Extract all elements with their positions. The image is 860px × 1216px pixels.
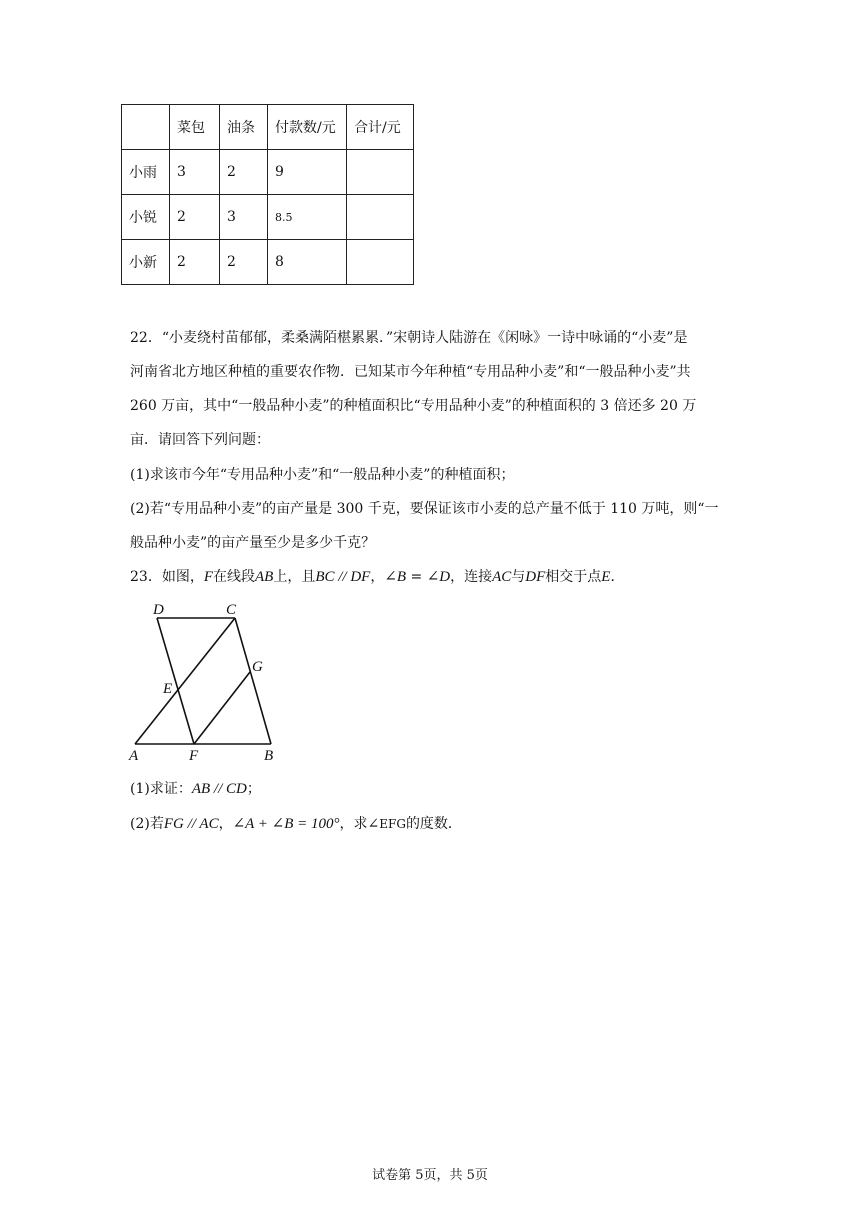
page-footer: 试卷第 5页，共 5页: [372, 1168, 488, 1183]
table-cell: 3: [170, 150, 220, 195]
label-B: B: [264, 748, 274, 764]
label-D: D: [153, 602, 164, 618]
table-cell: 小锐: [122, 195, 170, 240]
math-var: BC: [315, 569, 335, 585]
math-symbol: //: [334, 569, 351, 585]
segment-FG: [194, 672, 250, 744]
text: ，连接: [450, 569, 493, 585]
text: 23．如图，: [130, 569, 204, 585]
math-expr: ∠B: [384, 569, 407, 585]
math-var: AB: [255, 569, 274, 585]
math-expr: ∠D: [426, 569, 451, 585]
math-var: AC: [492, 569, 512, 585]
table-cell: 2: [220, 150, 268, 195]
text: (1)求证：: [130, 781, 192, 797]
text: ．: [610, 569, 625, 585]
q22-line-4: 亩．请回答下列问题：: [130, 432, 270, 448]
q23-part-1: [130, 779, 750, 799]
q22-part-2b: 般品种小麦”的亩产量至少是多少千克？: [130, 535, 376, 551]
math-var: DF: [525, 569, 546, 585]
q23-part-2: [130, 814, 750, 834]
label-F: F: [189, 748, 199, 764]
table-cell: 油条: [220, 105, 268, 150]
math-var: AC: [199, 816, 219, 832]
table-cell: [347, 240, 414, 285]
segment-CB: [235, 618, 271, 744]
table-cell: [347, 195, 414, 240]
table-cell: 小新: [122, 240, 170, 285]
table-cell: 2: [220, 240, 268, 285]
label-G: G: [252, 659, 263, 675]
q22-part-2a: (2)若“专用品种小麦”的亩产量是 300 千克，要保证该市小麦的总产量不低于 110 万吨，则“一: [130, 501, 719, 517]
segment-AC: [135, 618, 235, 744]
math-symbol: =: [406, 569, 427, 585]
text: ，: [370, 569, 385, 585]
geometry-figure: [125, 598, 285, 768]
table-row: [122, 150, 414, 195]
table-header-row: [122, 105, 414, 150]
math-var: CD: [226, 781, 247, 797]
table-cell: [347, 150, 414, 195]
q22-line-2: 河南省北方地区种植的重要农作物．已知某市今年种植“专用品种小麦”和“一般品种小麦”共: [130, 364, 691, 380]
text: 的度数．: [405, 816, 462, 832]
table-cell: 合计/元: [347, 105, 414, 150]
q22-part-1: (1)求该市今年“专用品种小麦”和“一般品种小麦”的种植面积；: [130, 467, 515, 483]
text: 上，且: [273, 569, 316, 585]
text: ，: [218, 816, 233, 832]
math-symbol: //: [183, 816, 200, 832]
text: 在线段: [213, 569, 255, 585]
table-row: [122, 195, 414, 240]
math-var: E: [601, 569, 611, 585]
math-var: EFG: [379, 817, 406, 831]
table-cell: 3: [220, 195, 268, 240]
table-cell: 8: [268, 240, 347, 285]
math-var: DF: [350, 569, 371, 585]
text: 相交于点: [545, 569, 602, 585]
q23-stem: [130, 567, 750, 587]
label-E: E: [163, 681, 173, 697]
math-var: FG: [163, 816, 184, 832]
table-cell: 付款数/元: [268, 105, 347, 150]
text: 与: [511, 569, 526, 585]
math-var: F: [203, 569, 213, 585]
label-C: C: [226, 602, 237, 618]
math-var: AB: [191, 781, 211, 797]
price-table: [121, 104, 414, 285]
table-cell: 8.5: [268, 195, 347, 240]
text: ；: [246, 781, 261, 797]
q22-line-1: 22．“小麦绕村苗郁郁，柔桑满陌椹累累．”宋朝诗人陆游在《闲咏》一诗中咏诵的“小麦”是: [130, 330, 688, 346]
math-symbol: //: [210, 781, 227, 797]
table-cell: [122, 105, 170, 150]
table-cell: 2: [170, 195, 220, 240]
table-cell: 9: [268, 150, 347, 195]
label-A: A: [129, 748, 139, 764]
table-cell: 2: [170, 240, 220, 285]
q22-line-3: 260 万亩，其中“一般品种小麦”的种植面积比“专用品种小麦”的种植面积的 3 倍还多 20 万: [130, 398, 697, 414]
text: (2)若: [130, 816, 164, 832]
math-expr: ∠A + ∠B = 100°: [232, 816, 340, 832]
table-cell: 菜包: [170, 105, 220, 150]
table-row: [122, 240, 414, 285]
table-cell: 小雨: [122, 150, 170, 195]
text: ，求∠: [339, 816, 380, 832]
